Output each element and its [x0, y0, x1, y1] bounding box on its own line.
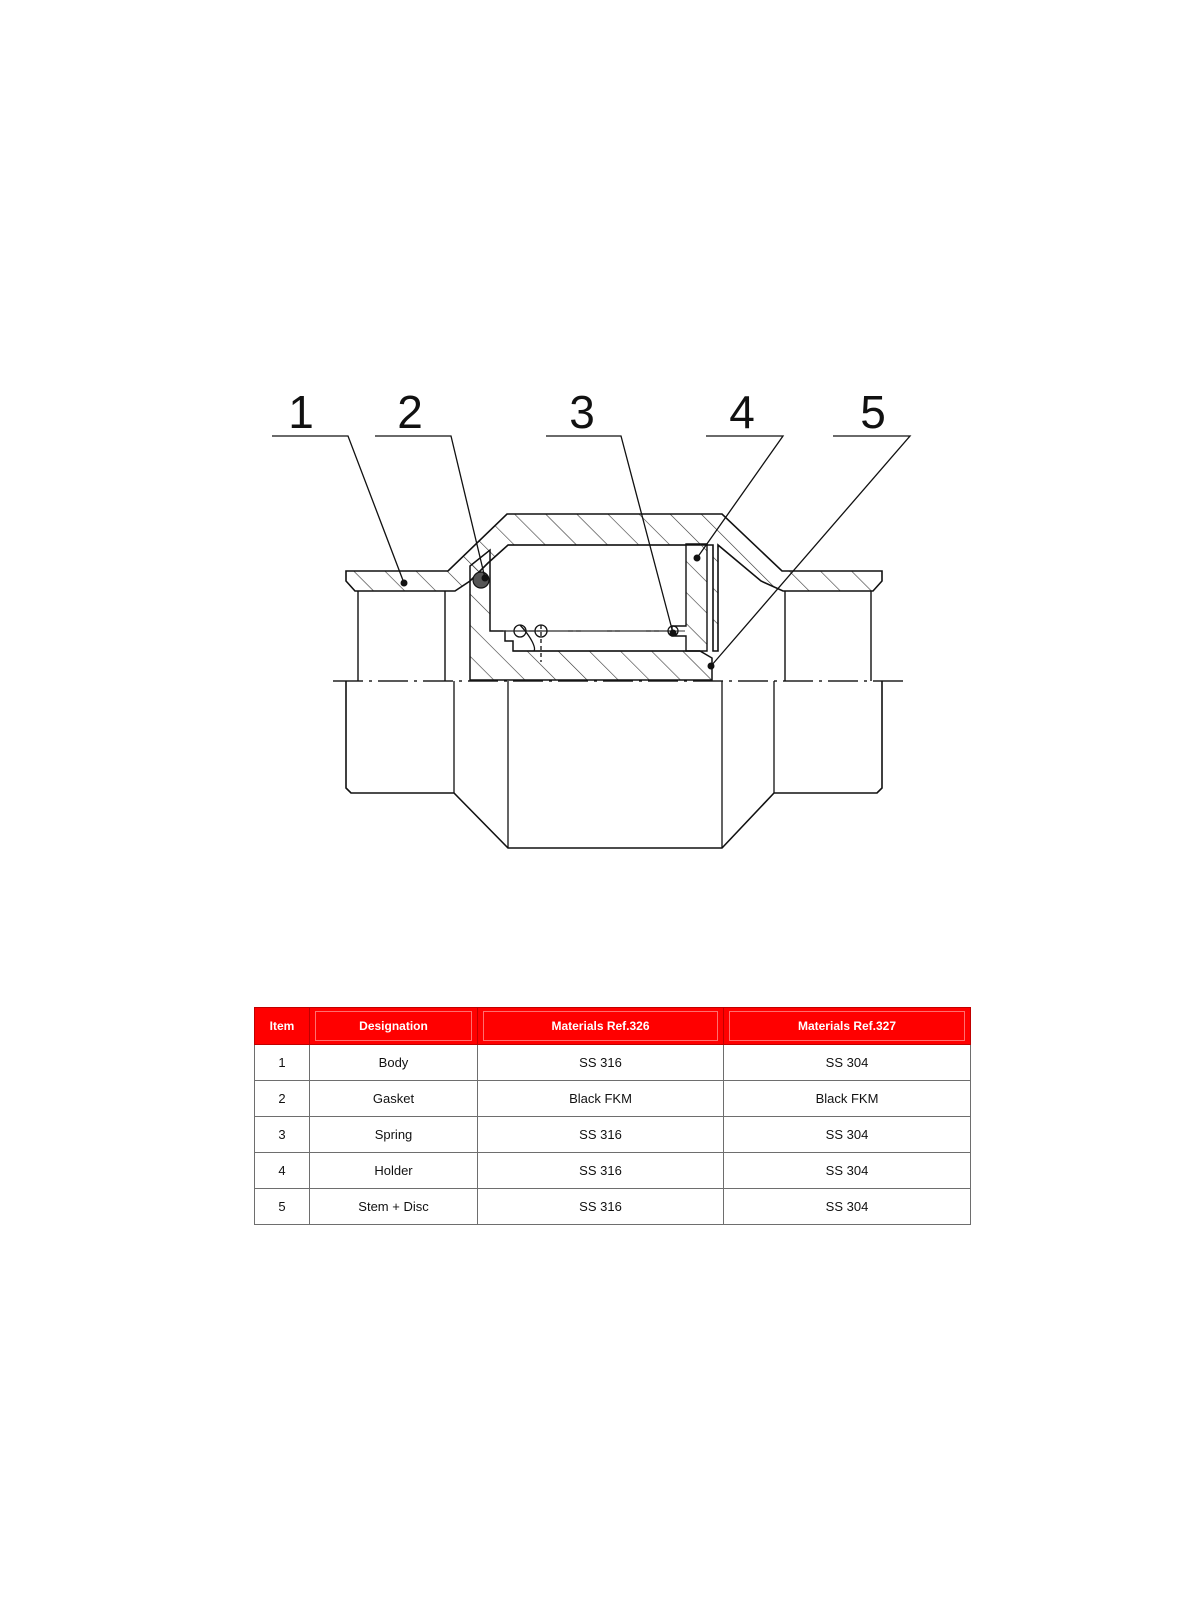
callout-1: 1: [288, 386, 314, 438]
cell-designation: Holder: [310, 1153, 478, 1189]
cell-item: 4: [255, 1153, 310, 1189]
cell-item: 2: [255, 1081, 310, 1117]
cell-designation: Spring: [310, 1117, 478, 1153]
body-lower-outline: [346, 681, 882, 848]
cell-material-326: SS 316: [478, 1117, 724, 1153]
cell-item: 5: [255, 1189, 310, 1225]
callout-5: 5: [860, 386, 886, 438]
table-header-row: [255, 1008, 971, 1045]
cell-item: 3: [255, 1117, 310, 1153]
header-materials-327: Materials Ref.327: [724, 1008, 971, 1045]
left-port-bore: [358, 591, 445, 681]
header-materials-326: Materials Ref.326: [478, 1008, 724, 1045]
body-lower-inner-lines: [454, 681, 774, 848]
callout-2: 2: [397, 386, 423, 438]
header-designation: Designation: [310, 1008, 478, 1045]
table-row: [255, 1081, 971, 1117]
cell-material-326: SS 316: [478, 1153, 724, 1189]
table-row: [255, 1117, 971, 1153]
cell-material-326: SS 316: [478, 1189, 724, 1225]
cell-designation: Stem + Disc: [310, 1189, 478, 1225]
cell-designation: Gasket: [310, 1081, 478, 1117]
cell-material-326: Black FKM: [478, 1081, 724, 1117]
callout-4: 4: [729, 386, 755, 438]
table-row: [255, 1189, 971, 1225]
right-port-bore: [785, 591, 871, 681]
cell-material-327: SS 304: [724, 1189, 971, 1225]
materials-table: [254, 1007, 971, 1225]
cell-material-327: SS 304: [724, 1117, 971, 1153]
holder-section: [672, 544, 707, 651]
callout-3: 3: [569, 386, 595, 438]
cell-material-327: SS 304: [724, 1153, 971, 1189]
cell-item: 1: [255, 1045, 310, 1081]
table-row: [255, 1045, 971, 1081]
cell-material-326: SS 316: [478, 1045, 724, 1081]
cell-material-327: Black FKM: [724, 1081, 971, 1117]
table-row: [255, 1153, 971, 1189]
cell-material-327: SS 304: [724, 1045, 971, 1081]
cell-designation: Body: [310, 1045, 478, 1081]
stem-disc-section: [470, 550, 712, 680]
header-item: Item: [255, 1008, 310, 1045]
